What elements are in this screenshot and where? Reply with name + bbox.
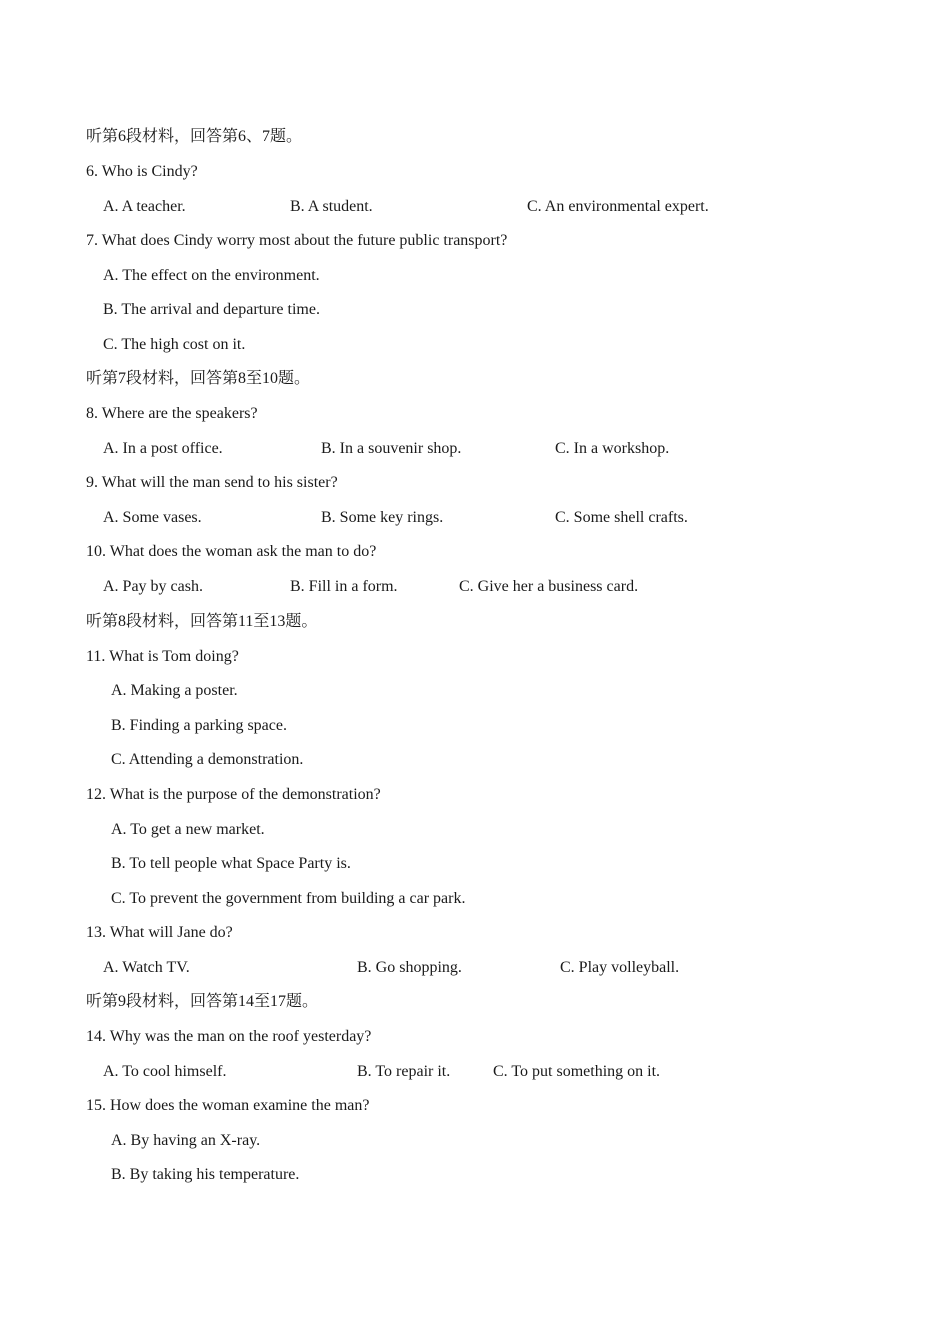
question-12-stem: 12. What is the purpose of the demonstration? xyxy=(86,786,381,803)
question-8-option-a: A. In a post office. xyxy=(103,440,223,457)
question-13-option-a: A. Watch TV. xyxy=(103,959,190,976)
question-8-stem: 8. Where are the speakers? xyxy=(86,405,258,422)
question-6-option-b: B. A student. xyxy=(290,198,373,215)
question-6-option-c: C. An environmental expert. xyxy=(527,198,709,215)
question-7-option-b: B. The arrival and departure time. xyxy=(103,301,320,318)
question-13-stem: 13. What will Jane do? xyxy=(86,924,233,941)
question-11-option-b: B. Finding a parking space. xyxy=(111,717,287,734)
section-heading-9: 听第9段材料，回答第14至17题。 xyxy=(86,993,319,1010)
question-15-option-a: A. By having an X-ray. xyxy=(111,1132,261,1149)
question-14-option-b: B. To repair it. xyxy=(357,1063,451,1080)
question-9-option-b: B. Some key rings. xyxy=(321,509,444,526)
question-10-stem: 10. What does the woman ask the man to do? xyxy=(86,543,377,560)
question-15-option-b: B. By taking his temperature. xyxy=(111,1166,300,1183)
question-14-option-a: A. To cool himself. xyxy=(103,1063,227,1080)
question-12-option-c: C. To prevent the government from building a car park. xyxy=(111,890,466,907)
section-heading-6: 听第6段材料，回答第6、7题。 xyxy=(86,128,303,145)
question-14-option-c: C. To put something on it. xyxy=(493,1063,661,1080)
question-9-stem: 9. What will the man send to his sister? xyxy=(86,474,338,491)
question-11-option-a: A. Making a poster. xyxy=(111,682,238,699)
question-10-option-b: B. Fill in a form. xyxy=(290,578,398,595)
question-6-option-a: A. A teacher. xyxy=(103,198,186,215)
question-10-option-a: A. Pay by cash. xyxy=(103,578,203,595)
question-7-option-c: C. The high cost on it. xyxy=(103,336,246,353)
question-8-option-c: C. In a workshop. xyxy=(555,440,670,457)
question-14-stem: 14. Why was the man on the roof yesterday? xyxy=(86,1028,372,1045)
question-8-option-b: B. In a souvenir shop. xyxy=(321,440,462,457)
question-13-option-c: C. Play volleyball. xyxy=(560,959,680,976)
question-13-option-b: B. Go shopping. xyxy=(357,959,462,976)
question-9-option-c: C. Some shell crafts. xyxy=(555,509,688,526)
question-15-stem: 15. How does the woman examine the man? xyxy=(86,1097,370,1114)
question-11-option-c: C. Attending a demonstration. xyxy=(111,751,304,768)
question-7-option-a: A. The effect on the environment. xyxy=(103,267,320,284)
question-9-option-a: A. Some vases. xyxy=(103,509,202,526)
question-10-option-c: C. Give her a business card. xyxy=(459,578,639,595)
question-12-option-a: A. To get a new market. xyxy=(111,821,265,838)
section-heading-8: 听第8段材料，回答第11至13题。 xyxy=(86,613,318,630)
question-6-stem: 6. Who is Cindy? xyxy=(86,163,198,180)
question-7-stem: 7. What does Cindy worry most about the future public transport? xyxy=(86,232,508,249)
section-heading-7: 听第7段材料，回答第8至10题。 xyxy=(86,370,311,387)
question-11-stem: 11. What is Tom doing? xyxy=(86,648,239,665)
question-12-option-b: B. To tell people what Space Party is. xyxy=(111,855,351,872)
